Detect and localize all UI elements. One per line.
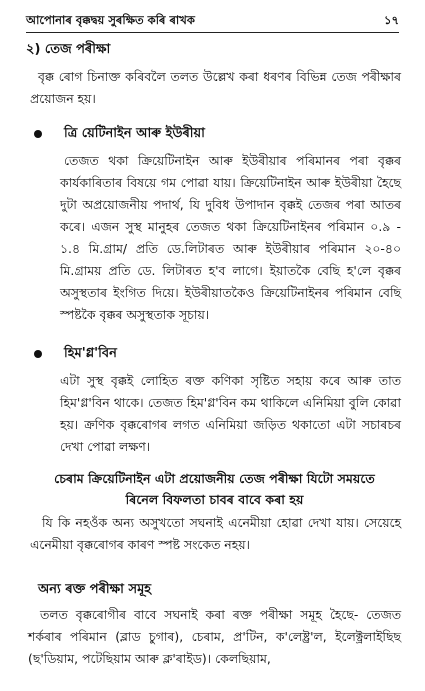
- section-heading: ২) তেজ পৰীক্ষা: [26, 42, 111, 57]
- header-title: আপোনাৰ বৃক্কদ্বয় সুৰক্ষিত কৰি ৰাখক: [26, 13, 195, 27]
- bullet-title: হিম'গ্ল'বিন: [64, 346, 117, 361]
- running-header: [26, 12, 399, 32]
- section-intro: বৃক্ক ৰোগ চিনাক্ত কৰিবলৈ তলত উল্লেখ কৰা ধৰণৰ বিভিন্ন তেজ পৰীক্ষাৰ প্ৰয়োজন হয়।: [30, 69, 401, 106]
- bullet-item-hemoglobin: [34, 344, 117, 365]
- callout-body: যি কি নহওঁক অন্য অসুখতো সঘনাই এনেমীয়া হোৱা দেখা যায়। সেয়েহে এনেমীয়া বৃক্কৰোগৰ কাৰণ স্পষ্ট সংকেত নহয়।: [30, 515, 401, 552]
- bullet-title: ত্রি য়েটিনাইন আৰু ইউৰীয়া: [64, 126, 205, 141]
- hemoglobin-paragraph: এটা সুস্থ বৃক্কই লোহিত ৰক্ত কণিকা সৃষ্টিত সহায় কৰে আৰু তাত হিম'গ্ল'বিন থাকে। তেজত হিম'গ্ল'বিন কম থাকিলে এনিমিয়া বুলি কোৱা হয়। ক্রণিক বৃক্কৰোগৰ লগত এনিমিয়া জড়িত থকাতো এটা সচাৰচৰ দেখা পোৱা লক্ষণ।: [60, 373, 401, 454]
- callout-box: [26, 468, 403, 510]
- bullet-icon: [34, 130, 42, 138]
- other-tests-heading: অন্য ৰক্ত পৰীক্ষা সমূহ: [38, 582, 152, 597]
- creatinine-paragraph: তেজত থকা ক্রিয়েটিনাইন আৰু ইউৰীয়াৰ পৰিমানৰ পৰা বৃক্কৰ কাৰ্যকাৰিতাৰ বিষয়ে গম পোৱা যায়। ক্রিয়েটিনাইন আৰু ইউৰীয়া হৈছে দুটা অপ্ৰয়োজনীয় পদাৰ্থ, যি দুবিধ উপাদান বৃক্কই তেজৰ পৰা আতৰ কৰে। এজন সুস্থ মানুহৰ তেজত থকা ক্রিয়েটিনাইনৰ পৰিমান ০.৯ - ১.৪ মি.গ্রাম/ প্ৰতি ডে.লিটাৰত আৰু ইউৰীয়াৰ পৰিমান ২০-৪০ মি.গ্রাময় প্ৰতি ডে. লিটাৰত হ'ব লাগে। ইয়াতকৈ বেছি হ'লে বৃক্কৰ অসুস্থতাৰ ইংগিত দিয়ে। ইউৰীয়াতকৈও ক্রিয়েটিনাইনৰ পৰিমান বেছি স্পষ্টকৈ বৃক্কৰ অসুস্থতাক সূচায়।: [60, 153, 401, 322]
- other-tests-paragraph: তলত বৃক্কৰোগীৰ বাবে সঘনাই কৰা ৰক্ত পৰীক্ষা সমূহ হৈছে- তেজত শৰ্কৰাৰ পৰিমান (ব্লাড চুগাৰ), চেৰাম, প্ৰ'টিন, ক'লেষ্ট্ৰ'ল, ইলেক্ট্ৰলাইছিছ (ছ'ডিয়াম, পটেছিয়াম আৰু ক্ল'ৰাইড)। কেলছিয়াম,: [28, 607, 401, 666]
- bullet-item-creatinine: [34, 124, 205, 145]
- callout-line-2: ৰিনেল বিফলতা চাবৰ বাবে কৰা হয়: [125, 492, 304, 507]
- header-divider: [26, 32, 399, 33]
- page-number: ১৭: [384, 13, 399, 27]
- bullet-icon: [34, 350, 42, 358]
- callout-line-1: চেৰাম ক্রিয়েটিনাইন এটা প্ৰয়োজনীয় তেজ পৰীক্ষা যিটো সময়তে: [54, 471, 375, 486]
